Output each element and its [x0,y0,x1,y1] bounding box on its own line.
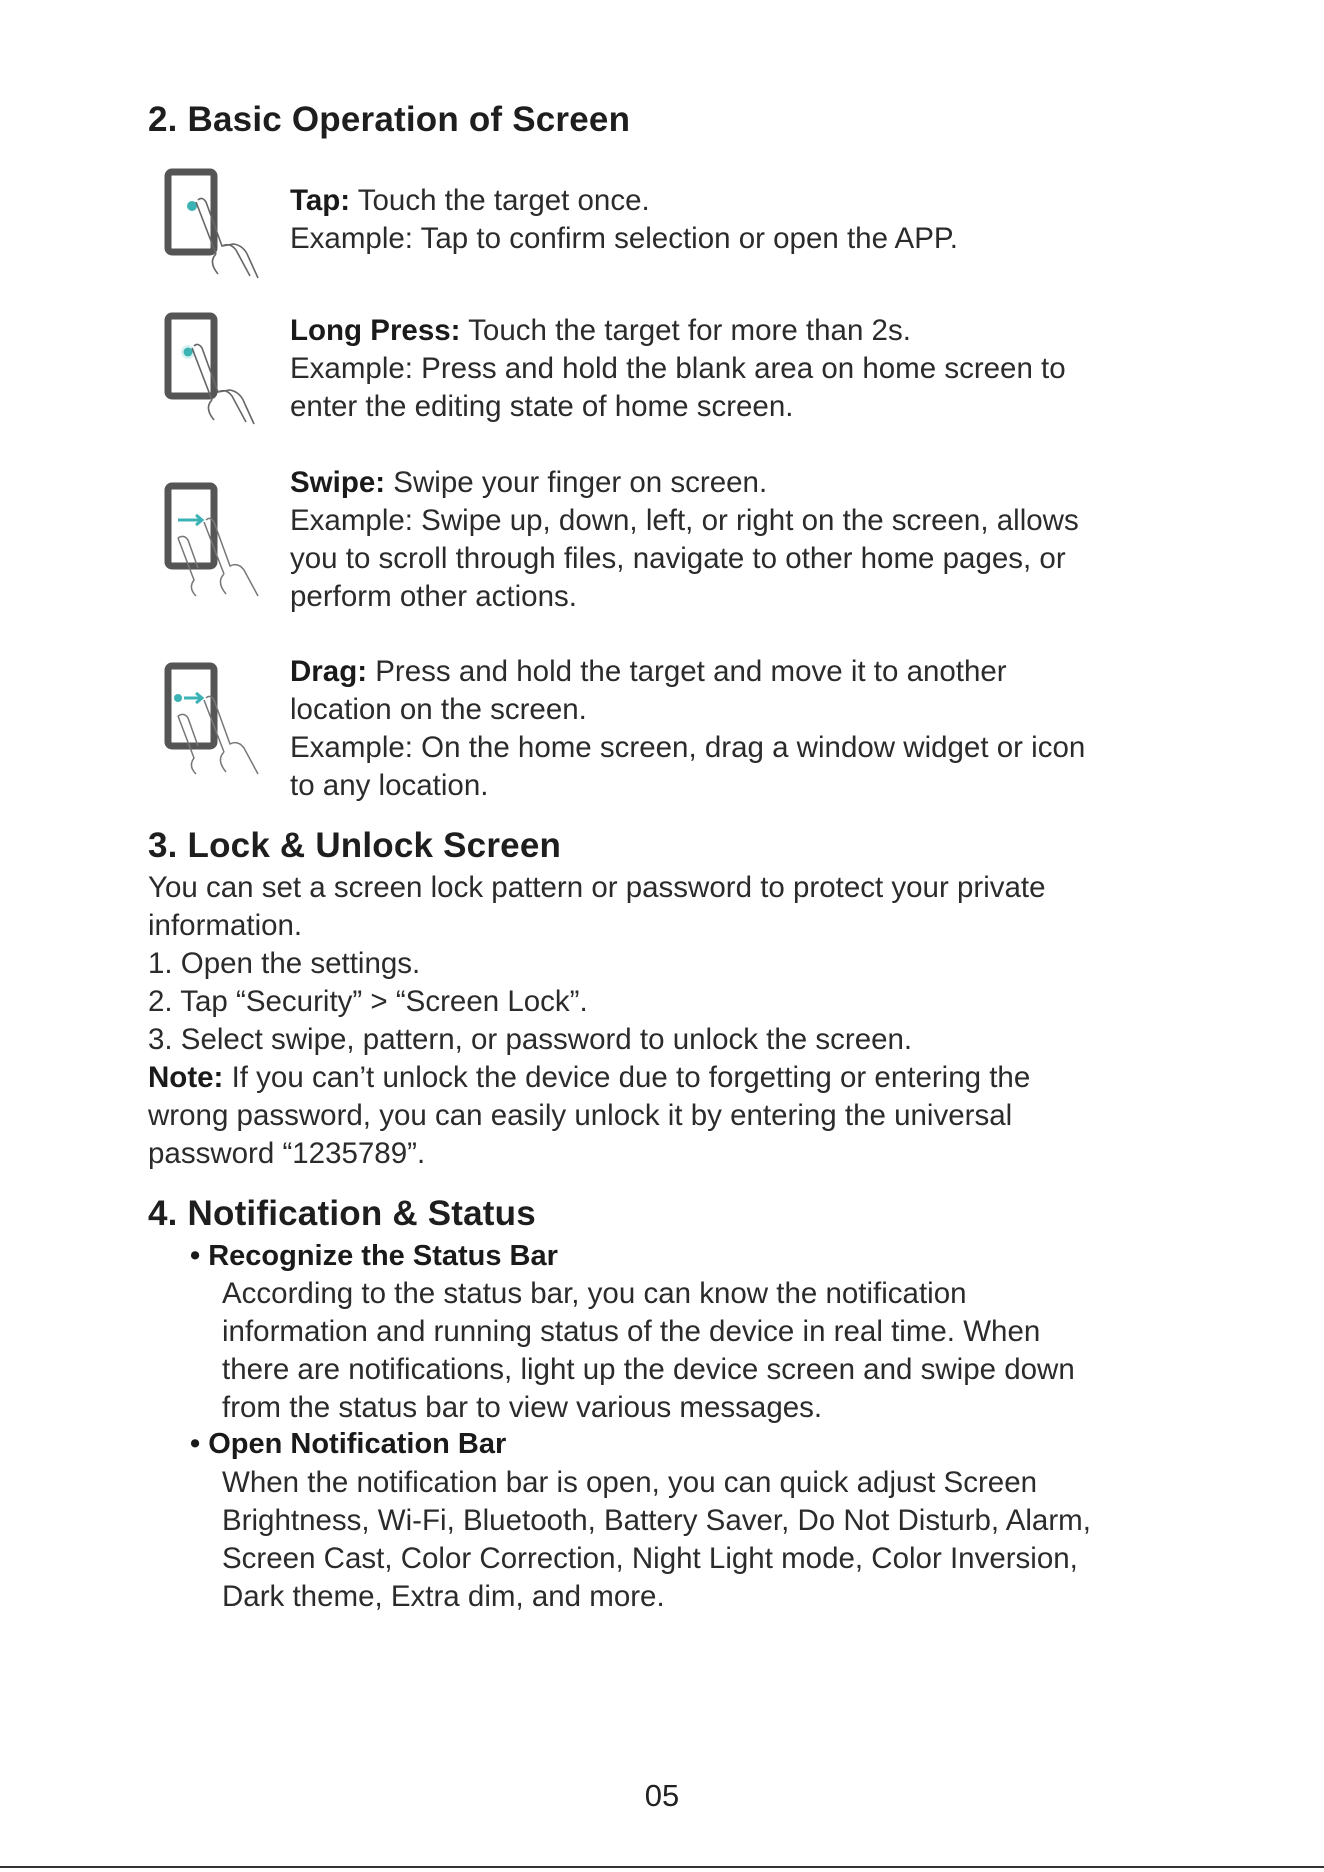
swipe-gesture-icon [150,482,290,602]
tap-line-2: Example: Tap to confirm selection or open the APP. [290,222,958,255]
bottom-rule [0,1866,1324,1868]
swipe-line-3: you to scroll through files, navigate to other home pages, or [290,542,1066,575]
section-4-title: 4. Notification & Status [148,1194,536,1233]
drag-line-1: Drag: Press and hold the target and move it to another [290,655,1007,688]
section-2-title: 2. Basic Operation of Screen [148,100,631,139]
status-bar-line-2: information and running status of the device in real time. When [222,1315,1041,1348]
tap-label: Tap: [290,184,351,217]
lock-intro-line-1: You can set a screen lock pattern or password to protect your private [148,871,1046,904]
lock-step-1: 1. Open the settings. [148,947,421,980]
long-press-line-1: Long Press: Touch the target for more than 2s. [290,314,911,347]
status-bar-line-1: According to the status bar, you can know the notification [222,1277,967,1310]
status-bar-line-3: there are notifications, light up the device screen and swipe down [222,1353,1075,1386]
section-3-title: 3. Lock & Unlock Screen [148,826,562,865]
notification-bar-line-2: Brightness, Wi-Fi, Bluetooth, Battery Saver, Do Not Disturb, Alarm, [222,1504,1091,1537]
drag-line-4: to any location. [290,769,489,802]
lock-step-3: 3. Select swipe, pattern, or password to unlock the screen. [148,1023,913,1056]
status-bar-bullet-title: • Recognize the Status Bar [190,1240,558,1272]
drag-gesture-icon [150,662,290,782]
lock-note-line-1: Note: If you can’t unlock the device due to forgetting or entering the [148,1061,1031,1094]
lock-note-line-3: password “1235789”. [148,1137,426,1170]
swipe-line-2: Example: Swipe up, down, left, or right on the screen, allows [290,504,1079,537]
drag-line-3: Example: On the home screen, drag a window widget or icon [290,731,1086,764]
long-press-line-3: enter the editing state of home screen. [290,390,794,423]
swipe-label: Swipe: [290,466,386,499]
drag-label: Drag: [290,655,368,688]
long-press-line-2: Example: Press and hold the blank area on home screen to [290,352,1066,385]
drag-line-2: location on the screen. [290,693,587,726]
swipe-line-4: perform other actions. [290,580,577,613]
notification-bar-line-1: When the notification bar is open, you can quick adjust Screen [222,1466,1038,1499]
lock-intro-line-2: information. [148,909,303,942]
swipe-line-1: Swipe: Swipe your finger on screen. [290,466,768,499]
lock-note-line-2: wrong password, you can easily unlock it by entering the universal [148,1099,1013,1132]
long-press-label: Long Press: [290,314,461,347]
status-bar-line-4: from the status bar to view various messages. [222,1391,823,1424]
page-number: 05 [644,1778,680,1813]
notification-bar-bullet-title: • Open Notification Bar [190,1428,507,1460]
tap-line-1: Tap: Touch the target once. [290,184,650,217]
notification-bar-line-3: Screen Cast, Color Correction, Night Light mode, Color Inversion, [222,1542,1078,1575]
lock-step-2: 2. Tap “Security” > “Screen Lock”. [148,985,588,1018]
long-press-gesture-icon [150,310,290,430]
notification-bar-line-4: Dark theme, Extra dim, and more. [222,1580,665,1613]
note-label: Note: [148,1061,224,1094]
tap-gesture-icon [150,166,290,286]
